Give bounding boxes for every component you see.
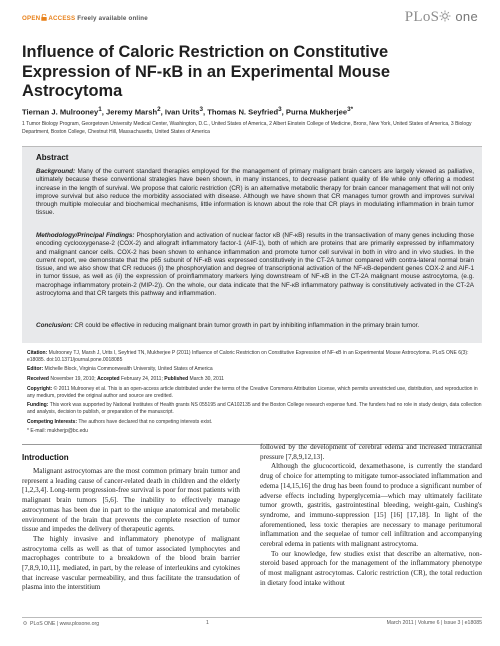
competing-interests: Competing Interests: The authors have declared that no competing interests exist.: [27, 418, 213, 425]
paragraph: To our knowledge, few studies exist that describe an alternative, non-steroid based approach for the management of the inflammatory phenotype of most malignant astrocytomas. Caloric restriction (CR), the total reduction in dietary food intake without: [260, 549, 482, 587]
body-column-left: [22, 467, 240, 593]
paragraph: followed by the development of cerebral edema and increased intracranial pressure [7,8,9,12,13].: [260, 443, 482, 461]
plos-one-logo: PLoS one: [404, 9, 478, 25]
footer-journal: PLoS ONE | www.plosone.org: [22, 620, 99, 627]
author-affiliation-mark: 3: [199, 106, 203, 113]
author-affiliation-mark: 3: [278, 106, 282, 113]
funding: Funding: This work was supported by National Institutes of Health grants NS 055195 and CA102135 and the Boston College research expense fund. The funders had no role in study design, data collection and analysis, decision to publish, or preparation of the manuscript.: [27, 402, 482, 415]
author-name: Tiernan J. Mulrooney: [22, 107, 99, 117]
abstract-background: Background: Many of the current standard therapies employed for the management of primary malignant brain cancers are largely viewed as palliative, ultimately because these conventional strategies have been shown, in many instances, to decrease patient quality of life while only offering a modest increase in the length of survival. We propose that caloric restriction (CR) is an alternative metabolic therapy for brain cancer management that will not only improve survival but also reduce the morbidity associated with disease. Although we have shown that CR manages tumor growth and improves survival through multiple molecular and biochemical mechanisms, little information is known about the role that CR plays in modulating inflammation in brain tumor tissue.: [36, 168, 475, 217]
author-affiliations: 1 Tumor Biology Program, Georgetown University Medical Center, Washington, D.C., United States of America, 2 Albert Einstein College of Medicine, Bronx, New York, United States of America, 3 Biology Department, Boston College, Chestnut Hill, Massachusetts, United States of America: [22, 121, 472, 135]
editor: Editor: Michelle Block, Virginia Commonwealth University, United States of America: [27, 366, 213, 373]
author-name: Jeremy Marsh: [106, 107, 158, 117]
paragraph: Although the glucocorticoid, dexamethasone, is currently the standard drug of choice for attempting to mitigate tumor-associated inflammation and edema [14,15,16] the drug has been found to produce a significant number of adverse effects including hyperglycemia—which may ultimately facilitate tumor growth, gastritis, gastrointestinal bleeding, weight-gain, Cushing's syndrome, and immuno-suppression [15] [16] [17,18]. In light of the aforementioned, less toxic therapies are necessary to manage peritumoral inflammation and the sequelae of tumor cell infiltration and accompanying cerebral edema in patients with malignant astrocytoma.: [260, 462, 482, 549]
introduction-heading: Introduction: [22, 453, 69, 462]
open-access-badge: OPEN ACCESS Freely available online: [22, 15, 148, 22]
article-title: Influence of Caloric Restriction on Constitutive Expression of NF-κB in an Experimental Mouse Astrocytoma: [22, 43, 390, 100]
paragraph: The highly invasive and inflammatory phenotype of malignant astrocytoma cells as well as that of tumor associated lymphocytes and macrophages contribute to a breakdown of the blood brain barrier [7,8,9,10,11], mediated, in part, by the release of interleukins and cytokines that increase vascular permeability, and thus facilitate the transudation of plasma into the interstitium: [22, 534, 240, 592]
open-lock-icon: [41, 14, 47, 21]
copyright: Copyright: © 2011 Mulrooney et al. This is an open-access article distributed under the terms of the Creative Commons Attribution License, which permits unrestricted use, distribution, and reproduction in any medium, provided the original author and source are credited.: [27, 385, 478, 399]
author-affiliation-mark: 2: [157, 106, 161, 113]
footer-divider: [22, 617, 482, 618]
citation: Citation: Mulrooney TJ, Marsh J, Urits I, Seyfried TN, Mukherjee P (2011) Influence of Caloric Restriction on Constitutive Expression of NF-κB in an Experimental Mouse Astrocytoma. PLoS ONE 6(3): e18085. doi:10.1371/journal.pone.0018085: [27, 350, 469, 363]
article-metadata: [27, 350, 482, 438]
plos-sun-icon: [439, 10, 451, 22]
author-name: Ivan Urits: [164, 107, 200, 117]
page-number: 1: [206, 620, 209, 626]
author-name: Thomas N. Seyfried: [207, 107, 279, 117]
plos-sun-icon: [22, 620, 28, 626]
journal-url[interactable]: www.plosone.org: [59, 621, 100, 627]
abstract-heading: Abstract: [36, 153, 69, 162]
paragraph: Malignant astrocytomas are the most common primary brain tumor and represent a leading cause of cancer-related death in children and the elderly [1,2,3,4]. Long-term progression-free survival is poor for most patients with malignant brain tumors [5,6]. The inability to effectively manage astrocytomas has been due in part to the unique anatomical and metabolic environment of the brain that prevents the complete resection of tumor tissue and impedes the delivery of therapeutic agents.: [22, 467, 240, 534]
author-affiliation-mark: 3*: [347, 106, 354, 113]
abstract-conclusion: Conclusion: CR could be effective in reducing malignant brain tumor growth in part by inhibiting inflammation in the primary brain tumor.: [36, 322, 420, 329]
corresponding-email[interactable]: * E-mail: mukherjp@bc.edu: [27, 428, 88, 435]
journal-header: [22, 10, 478, 32]
body-column-right: [260, 443, 482, 589]
dates: Received November 19, 2010; Accepted February 24, 2011; Published March 30, 2011: [27, 376, 224, 383]
abstract-methodology: Methodology/Principal Findings: Phosphorylation and activation of nuclear factor κB (NF-κB) results in the transactivation of many genes including those encoding cyclooxygenase-2 (COX-2) and allograft inflammatory factor-1 (AIF-1), both of which are proteins that are primarily expressed by inflammatory and malignant cancer cells. COX-2 has been shown to enhance inflammation and promote tumor cell survival in both in vitro and in vivo studies. In the current report, we demonstrate that the p65 subunit of NF-κB was expressed constitutively in the CT-2A tumor compared with contra-lateral normal brain tissue, and we also show that CR reduces (i) the phosphorylation and degree of transcriptional activation of the NF-κB-dependent genes COX-2 and AIF-1 in tumor tissue, as well as (ii) the expression of proinflammatory markers lying downstream of NF-κB in the CT-2A malignant mouse astrocytoma, (e.g. macrophage inflammatory protein-2 (MIP-2)). On the whole, our data indicate that the NF-κB inflammatory pathway is constitutively activated in the CT-2A astrocytoma and that CR targets this pathway and inflammation.: [36, 232, 475, 297]
issue-info: March 2011 | Volume 6 | Issue 3 | e18085: [386, 620, 482, 626]
author-affiliation-mark: 1: [98, 106, 102, 113]
author-list: Tiernan J. Mulrooney$^1$, Jeremy Marsh$^2$, Ivan Urits$^3$, Thomas N. Seyfried$^3$, Purna Mukherjee$^{3*}$: [22, 106, 354, 117]
author-name: Purna Mukherjee: [285, 107, 348, 117]
